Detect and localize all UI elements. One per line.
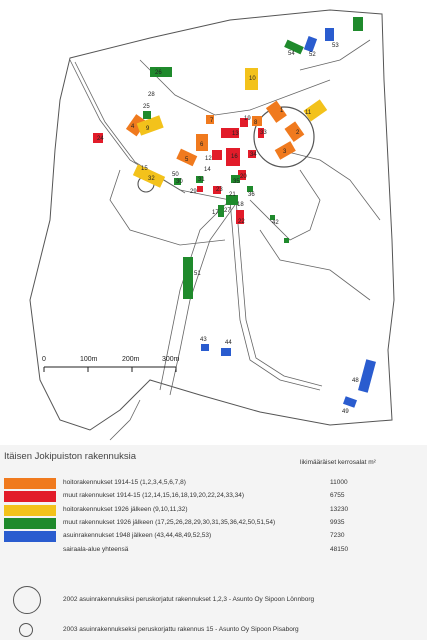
scale-label: 300m: [162, 356, 180, 363]
svg-text:24: 24: [97, 136, 104, 142]
legend-row: [0, 518, 427, 530]
scale-label: 200m: [122, 356, 140, 363]
svg-text:36: 36: [248, 192, 255, 198]
svg-text:22: 22: [238, 219, 245, 225]
svg-text:5: 5: [185, 157, 189, 163]
legend-swatch: [4, 531, 56, 542]
svg-text:14: 14: [204, 167, 211, 173]
renovation-circle-large-symbol: [13, 586, 41, 614]
legend-label: hoitorakennukset 1926 jälkeen (9,10,11,32): [63, 506, 188, 513]
legend-panel: [0, 445, 427, 640]
legend-label: hoitorakennukset 1914-15 (1,2,3,4,5,6,7,8): [63, 479, 186, 486]
svg-text:25: 25: [143, 104, 150, 110]
svg-text:32: 32: [148, 176, 155, 182]
legend-label: muut rakennukset 1926 jälkeen (17,25,26,28,29,30,31,35,36,42,50,51,54): [63, 519, 276, 526]
svg-text:26: 26: [155, 70, 162, 76]
svg-text:17: 17: [212, 210, 219, 216]
svg-text:42: 42: [272, 220, 279, 226]
legend-value: 11000: [330, 479, 348, 486]
svg-text:10: 10: [249, 76, 256, 82]
scale-label: 100m: [80, 356, 98, 363]
svg-text:3: 3: [283, 149, 287, 155]
svg-text:23: 23: [216, 187, 223, 193]
scale-bar: [42, 356, 180, 372]
legend-row: [0, 505, 427, 517]
roads: [70, 40, 380, 440]
svg-text:43: 43: [200, 337, 207, 343]
svg-text:7: 7: [210, 118, 214, 124]
svg-text:51: 51: [194, 271, 201, 277]
legend-swatch: [4, 505, 56, 516]
svg-text:2: 2: [296, 130, 300, 136]
renovation-circle-small-symbol: [19, 623, 33, 637]
legend-total-row: [0, 545, 427, 557]
area-column-header: likimääräiset kerrosalat m²: [300, 459, 376, 466]
svg-text:44: 44: [225, 340, 232, 346]
legend-row: [0, 491, 427, 503]
legend-row: [0, 531, 427, 543]
svg-text:27: 27: [224, 208, 231, 214]
svg-text:28: 28: [148, 92, 155, 98]
svg-text:48: 48: [352, 378, 359, 384]
legend-value: 7230: [330, 532, 345, 539]
svg-text:31: 31: [198, 177, 205, 183]
svg-text:52: 52: [309, 52, 316, 58]
svg-text:6: 6: [200, 142, 204, 148]
svg-text:35: 35: [233, 179, 240, 185]
legend-label: muut rakennukset 1914-15 (12,14,15,16,18,19,20,22,24,33,34): [63, 492, 245, 499]
svg-text:33: 33: [260, 130, 267, 136]
svg-text:50: 50: [172, 172, 179, 178]
legend-swatch: [4, 491, 56, 502]
legend-total-label: sairaala-alue yhteensä: [63, 546, 129, 553]
legend-value: 13230: [330, 506, 349, 513]
legend-note: 2002 asuinrakennuksiksi peruskorjatut rakennukset 1,2,3 - Asunto Oy Sipoon Lönnborg: [63, 596, 315, 603]
svg-text:8: 8: [254, 120, 258, 126]
svg-text:4: 4: [131, 124, 135, 130]
svg-text:1: 1: [280, 108, 284, 114]
svg-text:49: 49: [342, 409, 349, 415]
svg-text:54: 54: [288, 51, 295, 57]
svg-text:20: 20: [240, 174, 247, 180]
svg-text:15: 15: [141, 166, 148, 172]
svg-text:11: 11: [305, 110, 312, 116]
legend-value: 9935: [330, 519, 345, 526]
legend-swatch: [4, 518, 56, 529]
svg-text:16: 16: [231, 154, 238, 160]
legend-swatch: [4, 478, 56, 489]
svg-text:18: 18: [237, 202, 244, 208]
svg-text:29: 29: [190, 189, 197, 195]
legend-row: [0, 478, 427, 490]
legend-total-value: 48150: [330, 546, 349, 553]
legend-note: 2003 asuinrakennukseksi peruskorjattu rakennus 15 - Asunto Oy Sipoon Pisaborg: [63, 626, 299, 633]
svg-text:19: 19: [244, 116, 251, 122]
svg-text:9: 9: [146, 126, 150, 132]
svg-text:12: 12: [205, 156, 212, 162]
scale-label: 0: [42, 356, 46, 363]
svg-text:53: 53: [332, 43, 339, 49]
svg-text:30: 30: [176, 179, 183, 185]
legend-value: 6755: [330, 492, 345, 499]
svg-text:13: 13: [232, 131, 239, 137]
legend-label: asuinrakennukset 1948 jälkeen (43,44,48,49,52,53): [63, 532, 212, 539]
svg-text:34: 34: [250, 152, 257, 158]
svg-text:21: 21: [229, 192, 236, 198]
legend-title: Itäisen Jokipuiston rakennuksia: [4, 451, 137, 462]
buildings-blue: [201, 28, 376, 408]
